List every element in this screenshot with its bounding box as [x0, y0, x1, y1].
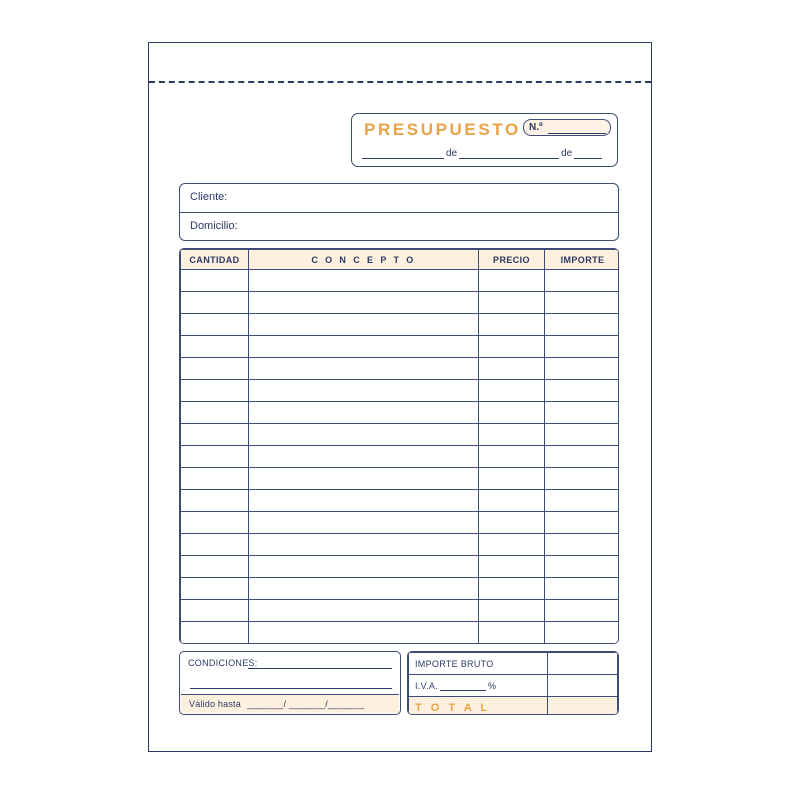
cell-precio[interactable]: [479, 600, 545, 622]
cliente-label: Cliente:: [190, 191, 228, 203]
cell-cantidad[interactable]: [181, 578, 249, 600]
table-row: [181, 600, 620, 622]
cell-cantidad[interactable]: [181, 534, 249, 556]
cell-precio[interactable]: [479, 314, 545, 336]
cell-importe[interactable]: [545, 578, 620, 600]
cell-precio[interactable]: [479, 402, 545, 424]
cell-importe[interactable]: [545, 336, 620, 358]
column-header-importe: IMPORTE: [545, 250, 620, 270]
table-row: [181, 270, 620, 292]
cell-concepto[interactable]: [249, 578, 479, 600]
value-total[interactable]: [548, 697, 618, 716]
iva-text: I.V.A.: [415, 680, 438, 691]
cell-precio[interactable]: [479, 556, 545, 578]
cell-cantidad[interactable]: [181, 270, 249, 292]
cell-concepto[interactable]: [249, 336, 479, 358]
table-row: [181, 622, 620, 644]
cell-cantidad[interactable]: [181, 468, 249, 490]
items-table-block: [179, 248, 619, 644]
cell-concepto[interactable]: [249, 622, 479, 644]
column-header-concepto: C O N C E P T O: [249, 250, 479, 270]
cell-concepto[interactable]: [249, 490, 479, 512]
cell-cantidad[interactable]: [181, 402, 249, 424]
table-row: [181, 644, 620, 645]
cell-concepto[interactable]: [249, 600, 479, 622]
cell-precio[interactable]: [479, 270, 545, 292]
valid-until-bar[interactable]: [181, 694, 399, 713]
number-field[interactable]: [523, 119, 611, 136]
cell-precio[interactable]: [479, 292, 545, 314]
table-row: [181, 358, 620, 380]
totals-row-total: [409, 697, 618, 716]
table-row: [181, 534, 620, 556]
title-block: [351, 113, 618, 167]
cell-concepto[interactable]: [249, 446, 479, 468]
cell-precio[interactable]: [479, 424, 545, 446]
table-row: [181, 490, 620, 512]
valid-until-label: Válido hasta: [189, 699, 241, 709]
conditions-block: [179, 651, 401, 715]
cell-concepto[interactable]: [249, 292, 479, 314]
table-row: [181, 512, 620, 534]
cell-cantidad[interactable]: [181, 336, 249, 358]
cell-cantidad[interactable]: [181, 512, 249, 534]
cell-concepto[interactable]: [249, 314, 479, 336]
cell-cantidad[interactable]: [181, 644, 249, 645]
cell-concepto[interactable]: [249, 468, 479, 490]
domicilio-field[interactable]: [180, 213, 618, 242]
cell-cantidad[interactable]: [181, 424, 249, 446]
cell-importe[interactable]: [545, 534, 620, 556]
cell-precio[interactable]: [479, 336, 545, 358]
cell-precio[interactable]: [479, 380, 545, 402]
cell-cantidad[interactable]: [181, 380, 249, 402]
table-row: [181, 556, 620, 578]
value-importe-bruto[interactable]: [548, 653, 618, 675]
cell-cantidad[interactable]: [181, 600, 249, 622]
cell-concepto[interactable]: [249, 424, 479, 446]
cell-cantidad[interactable]: [181, 446, 249, 468]
iva-percent-symbol: %: [487, 680, 497, 691]
label-iva: [409, 675, 548, 697]
cell-precio[interactable]: [479, 534, 545, 556]
domicilio-label: Domicilio:: [190, 220, 238, 232]
cell-importe[interactable]: [545, 622, 620, 644]
table-row: [181, 578, 620, 600]
cell-precio[interactable]: [479, 644, 545, 645]
cell-cantidad[interactable]: [181, 490, 249, 512]
date-sep-2: de: [561, 148, 573, 159]
cell-importe[interactable]: [545, 446, 620, 468]
valid-until-value[interactable]: _______/ _______/_______: [247, 699, 365, 709]
cell-importe[interactable]: [545, 270, 620, 292]
table-row: [181, 424, 620, 446]
label-importe-bruto: IMPORTE BRUTO: [409, 653, 548, 675]
table-row: [181, 402, 620, 424]
cell-precio[interactable]: [479, 358, 545, 380]
items-table: [180, 249, 619, 644]
table-row: [181, 292, 620, 314]
cell-concepto[interactable]: [249, 644, 479, 645]
table-row: [181, 336, 620, 358]
cell-concepto[interactable]: [249, 556, 479, 578]
cell-importe[interactable]: [545, 468, 620, 490]
column-header-precio: PRECIO: [479, 250, 545, 270]
cell-cantidad[interactable]: [181, 314, 249, 336]
cell-importe[interactable]: [545, 490, 620, 512]
totals-block: [407, 651, 619, 715]
cell-concepto[interactable]: [249, 380, 479, 402]
conditions-write-line-2[interactable]: [190, 688, 392, 689]
cell-importe[interactable]: [545, 424, 620, 446]
table-row: [181, 446, 620, 468]
date-row[interactable]: [362, 148, 607, 162]
cell-concepto[interactable]: [249, 534, 479, 556]
number-label: N.º: [529, 122, 543, 133]
cell-concepto[interactable]: [249, 402, 479, 424]
cell-importe[interactable]: [545, 358, 620, 380]
page-title: PRESUPUESTO: [364, 120, 521, 139]
cell-precio[interactable]: [479, 490, 545, 512]
cell-cantidad[interactable]: [181, 556, 249, 578]
cell-cantidad[interactable]: [181, 358, 249, 380]
value-iva[interactable]: [548, 675, 618, 697]
cell-precio[interactable]: [479, 578, 545, 600]
date-sep-1: de: [446, 148, 458, 159]
cell-importe[interactable]: [545, 314, 620, 336]
iva-percent-line[interactable]: [440, 681, 486, 691]
totals-row-iva: [409, 675, 618, 697]
cell-precio[interactable]: [479, 512, 545, 534]
conditions-write-line-1[interactable]: [248, 668, 392, 669]
cell-cantidad[interactable]: [181, 622, 249, 644]
cell-cantidad[interactable]: [181, 292, 249, 314]
date-day-line[interactable]: [362, 148, 444, 159]
totals-table: [408, 652, 618, 715]
number-write-line: [548, 133, 606, 134]
cell-importe[interactable]: [545, 556, 620, 578]
perforation-dashed-line: [149, 81, 651, 83]
quotation-form-sheet: [148, 42, 652, 752]
items-table-header-row: [181, 250, 620, 270]
client-block: [179, 183, 619, 241]
table-row: [181, 314, 620, 336]
cell-concepto[interactable]: [249, 270, 479, 292]
cell-importe[interactable]: [545, 292, 620, 314]
totals-row-bruto: [409, 653, 618, 675]
cell-importe[interactable]: [545, 600, 620, 622]
cell-importe[interactable]: [545, 380, 620, 402]
column-header-cantidad: CANTIDAD: [181, 250, 249, 270]
date-month-line[interactable]: [459, 148, 559, 159]
cell-importe[interactable]: [545, 644, 620, 645]
cell-concepto[interactable]: [249, 358, 479, 380]
label-total: T O T A L: [409, 697, 548, 716]
cell-concepto[interactable]: [249, 512, 479, 534]
cell-importe[interactable]: [545, 402, 620, 424]
cell-precio[interactable]: [479, 622, 545, 644]
items-table-body: [181, 270, 620, 645]
table-row: [181, 380, 620, 402]
table-row: [181, 468, 620, 490]
cell-importe[interactable]: [545, 512, 620, 534]
cell-precio[interactable]: [479, 468, 545, 490]
conditions-label: CONDICIONES:: [188, 658, 258, 668]
cell-precio[interactable]: [479, 446, 545, 468]
date-year-line[interactable]: [574, 148, 602, 159]
cliente-field[interactable]: [180, 184, 618, 213]
